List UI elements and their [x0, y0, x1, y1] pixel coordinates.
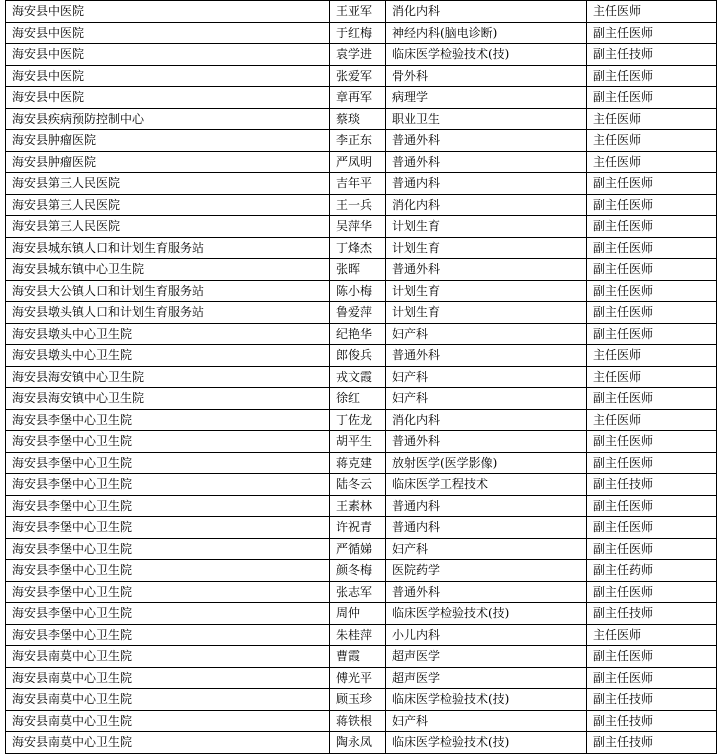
- name-cell: 严循娣: [330, 538, 386, 560]
- department-cell: 计划生育: [386, 302, 587, 324]
- table-row: [6, 65, 717, 87]
- title-cell: 副主任技师: [587, 710, 717, 732]
- table-row: [6, 323, 717, 345]
- title-cell: 副主任医师: [587, 646, 717, 668]
- title-cell: 主任医师: [587, 409, 717, 431]
- department-cell: 临床医学检验技术(技): [386, 603, 587, 625]
- department-cell: 病理学: [386, 87, 587, 109]
- table-row: [6, 216, 717, 238]
- personnel-table: [5, 0, 717, 754]
- unit-cell: 海安县李堡中心卫生院: [6, 495, 330, 517]
- title-cell: 副主任技师: [587, 44, 717, 66]
- name-cell: 鲁爱萍: [330, 302, 386, 324]
- title-cell: 副主任医师: [587, 173, 717, 195]
- unit-cell: 海安县墩头镇人口和计划生育服务站: [6, 302, 330, 324]
- name-cell: 严凤明: [330, 151, 386, 173]
- unit-cell: 海安县疾病预防控制中心: [6, 108, 330, 130]
- unit-cell: 海安县中医院: [6, 44, 330, 66]
- title-cell: 主任医师: [587, 108, 717, 130]
- unit-cell: 海安县中医院: [6, 22, 330, 44]
- department-cell: 普通内科: [386, 517, 587, 539]
- unit-cell: 海安县海安镇中心卫生院: [6, 388, 330, 410]
- title-cell: 副主任技师: [587, 732, 717, 754]
- unit-cell: 海安县第三人民医院: [6, 216, 330, 238]
- table-row: [6, 624, 717, 646]
- title-cell: 副主任医师: [587, 495, 717, 517]
- table-row: [6, 237, 717, 259]
- table-row: [6, 173, 717, 195]
- table-row: [6, 388, 717, 410]
- title-cell: 副主任医师: [587, 581, 717, 603]
- name-cell: 周仲: [330, 603, 386, 625]
- unit-cell: 海安县墩头中心卫生院: [6, 345, 330, 367]
- unit-cell: 海安县李堡中心卫生院: [6, 624, 330, 646]
- table-row: [6, 495, 717, 517]
- table-row: [6, 538, 717, 560]
- unit-cell: 海安县李堡中心卫生院: [6, 603, 330, 625]
- table-row: [6, 259, 717, 281]
- table-row: [6, 87, 717, 109]
- title-cell: 副主任医师: [587, 22, 717, 44]
- unit-cell: 海安县李堡中心卫生院: [6, 517, 330, 539]
- table-row: [6, 345, 717, 367]
- table-row: [6, 517, 717, 539]
- title-cell: 副主任医师: [587, 667, 717, 689]
- table-row: [6, 474, 717, 496]
- table-row: [6, 667, 717, 689]
- table-row: [6, 130, 717, 152]
- table-row: [6, 431, 717, 453]
- name-cell: 丁烽杰: [330, 237, 386, 259]
- name-cell: 李正东: [330, 130, 386, 152]
- department-cell: 妇产科: [386, 388, 587, 410]
- title-cell: 副主任医师: [587, 280, 717, 302]
- name-cell: 傅光平: [330, 667, 386, 689]
- department-cell: 普通外科: [386, 345, 587, 367]
- name-cell: 王一兵: [330, 194, 386, 216]
- name-cell: 徐红: [330, 388, 386, 410]
- table-row: [6, 44, 717, 66]
- department-cell: 普通内科: [386, 173, 587, 195]
- unit-cell: 海安县南莫中心卫生院: [6, 667, 330, 689]
- name-cell: 纪艳华: [330, 323, 386, 345]
- unit-cell: 海安县李堡中心卫生院: [6, 581, 330, 603]
- title-cell: 副主任医师: [587, 302, 717, 324]
- title-cell: 主任医师: [587, 345, 717, 367]
- unit-cell: 海安县墩头中心卫生院: [6, 323, 330, 345]
- name-cell: 吴萍华: [330, 216, 386, 238]
- unit-cell: 海安县李堡中心卫生院: [6, 474, 330, 496]
- department-cell: 临床医学工程技术: [386, 474, 587, 496]
- title-cell: 副主任医师: [587, 388, 717, 410]
- unit-cell: 海安县肿瘤医院: [6, 151, 330, 173]
- unit-cell: 海安县中医院: [6, 65, 330, 87]
- name-cell: 郎俊兵: [330, 345, 386, 367]
- table-row: [6, 194, 717, 216]
- department-cell: 计划生育: [386, 237, 587, 259]
- title-cell: 副主任医师: [587, 538, 717, 560]
- name-cell: 蒋克建: [330, 452, 386, 474]
- title-cell: 副主任药师: [587, 560, 717, 582]
- name-cell: 张爱军: [330, 65, 386, 87]
- table-row: [6, 581, 717, 603]
- unit-cell: 海安县中医院: [6, 1, 330, 23]
- unit-cell: 海安县李堡中心卫生院: [6, 560, 330, 582]
- title-cell: 副主任医师: [587, 87, 717, 109]
- department-cell: 临床医学检验技术(技): [386, 44, 587, 66]
- department-cell: 普通外科: [386, 151, 587, 173]
- table-row: [6, 452, 717, 474]
- name-cell: 丁佐龙: [330, 409, 386, 431]
- table-row: [6, 560, 717, 582]
- department-cell: 妇产科: [386, 366, 587, 388]
- name-cell: 吉年平: [330, 173, 386, 195]
- title-cell: 副主任医师: [587, 452, 717, 474]
- table-row: [6, 22, 717, 44]
- unit-cell: 海安县李堡中心卫生院: [6, 452, 330, 474]
- table-row: [6, 280, 717, 302]
- table-row: [6, 689, 717, 711]
- department-cell: 消化内科: [386, 1, 587, 23]
- unit-cell: 海安县大公镇人口和计划生育服务站: [6, 280, 330, 302]
- title-cell: 副主任医师: [587, 216, 717, 238]
- unit-cell: 海安县南莫中心卫生院: [6, 689, 330, 711]
- table-row: [6, 1, 717, 23]
- department-cell: 小儿内科: [386, 624, 587, 646]
- table-row: [6, 108, 717, 130]
- name-cell: 许祝青: [330, 517, 386, 539]
- unit-cell: 海安县南莫中心卫生院: [6, 732, 330, 754]
- department-cell: 神经内科(脑电诊断): [386, 22, 587, 44]
- department-cell: 计划生育: [386, 216, 587, 238]
- table-row: [6, 710, 717, 732]
- table-row: [6, 151, 717, 173]
- department-cell: 超声医学: [386, 667, 587, 689]
- unit-cell: 海安县中医院: [6, 87, 330, 109]
- table-row: [6, 732, 717, 754]
- department-cell: 临床医学检验技术(技): [386, 689, 587, 711]
- title-cell: 副主任医师: [587, 323, 717, 345]
- department-cell: 普通外科: [386, 259, 587, 281]
- name-cell: 张志军: [330, 581, 386, 603]
- name-cell: 戎文霞: [330, 366, 386, 388]
- title-cell: 副主任医师: [587, 431, 717, 453]
- title-cell: 主任医师: [587, 151, 717, 173]
- title-cell: 副主任医师: [587, 194, 717, 216]
- title-cell: 主任医师: [587, 130, 717, 152]
- name-cell: 朱桂萍: [330, 624, 386, 646]
- unit-cell: 海安县李堡中心卫生院: [6, 409, 330, 431]
- department-cell: 临床医学检验技术(技): [386, 732, 587, 754]
- title-cell: 副主任医师: [587, 237, 717, 259]
- name-cell: 颜冬梅: [330, 560, 386, 582]
- unit-cell: 海安县南莫中心卫生院: [6, 710, 330, 732]
- table-row: [6, 646, 717, 668]
- title-cell: 主任医师: [587, 1, 717, 23]
- unit-cell: 海安县海安镇中心卫生院: [6, 366, 330, 388]
- name-cell: 袁学进: [330, 44, 386, 66]
- department-cell: 超声医学: [386, 646, 587, 668]
- name-cell: 胡平生: [330, 431, 386, 453]
- name-cell: 蒋铁根: [330, 710, 386, 732]
- unit-cell: 海安县第三人民医院: [6, 194, 330, 216]
- title-cell: 副主任医师: [587, 65, 717, 87]
- title-cell: 主任医师: [587, 624, 717, 646]
- department-cell: 普通外科: [386, 130, 587, 152]
- unit-cell: 海安县李堡中心卫生院: [6, 538, 330, 560]
- name-cell: 王素林: [330, 495, 386, 517]
- unit-cell: 海安县第三人民医院: [6, 173, 330, 195]
- department-cell: 消化内科: [386, 194, 587, 216]
- name-cell: 蔡琰: [330, 108, 386, 130]
- department-cell: 消化内科: [386, 409, 587, 431]
- department-cell: 妇产科: [386, 710, 587, 732]
- name-cell: 顾玉珍: [330, 689, 386, 711]
- table-row: [6, 366, 717, 388]
- title-cell: 副主任医师: [587, 517, 717, 539]
- department-cell: 妇产科: [386, 538, 587, 560]
- name-cell: 陈小梅: [330, 280, 386, 302]
- name-cell: 于红梅: [330, 22, 386, 44]
- department-cell: 骨外科: [386, 65, 587, 87]
- title-cell: 副主任技师: [587, 689, 717, 711]
- unit-cell: 海安县城东镇人口和计划生育服务站: [6, 237, 330, 259]
- department-cell: 妇产科: [386, 323, 587, 345]
- department-cell: 普通外科: [386, 431, 587, 453]
- table-row: [6, 302, 717, 324]
- unit-cell: 海安县城东镇中心卫生院: [6, 259, 330, 281]
- title-cell: 副主任技师: [587, 603, 717, 625]
- title-cell: 副主任医师: [587, 259, 717, 281]
- department-cell: 医院药学: [386, 560, 587, 582]
- department-cell: 计划生育: [386, 280, 587, 302]
- name-cell: 陶永凤: [330, 732, 386, 754]
- unit-cell: 海安县李堡中心卫生院: [6, 431, 330, 453]
- title-cell: 副主任技师: [587, 474, 717, 496]
- department-cell: 普通外科: [386, 581, 587, 603]
- department-cell: 普通内科: [386, 495, 587, 517]
- table-row: [6, 409, 717, 431]
- name-cell: 曹霞: [330, 646, 386, 668]
- unit-cell: 海安县肿瘤医院: [6, 130, 330, 152]
- name-cell: 陆冬云: [330, 474, 386, 496]
- table-row: [6, 603, 717, 625]
- name-cell: 张晖: [330, 259, 386, 281]
- unit-cell: 海安县南莫中心卫生院: [6, 646, 330, 668]
- name-cell: 章再军: [330, 87, 386, 109]
- table-body: [6, 1, 717, 754]
- title-cell: 主任医师: [587, 366, 717, 388]
- department-cell: 放射医学(医学影像): [386, 452, 587, 474]
- department-cell: 职业卫生: [386, 108, 587, 130]
- name-cell: 王亚军: [330, 1, 386, 23]
